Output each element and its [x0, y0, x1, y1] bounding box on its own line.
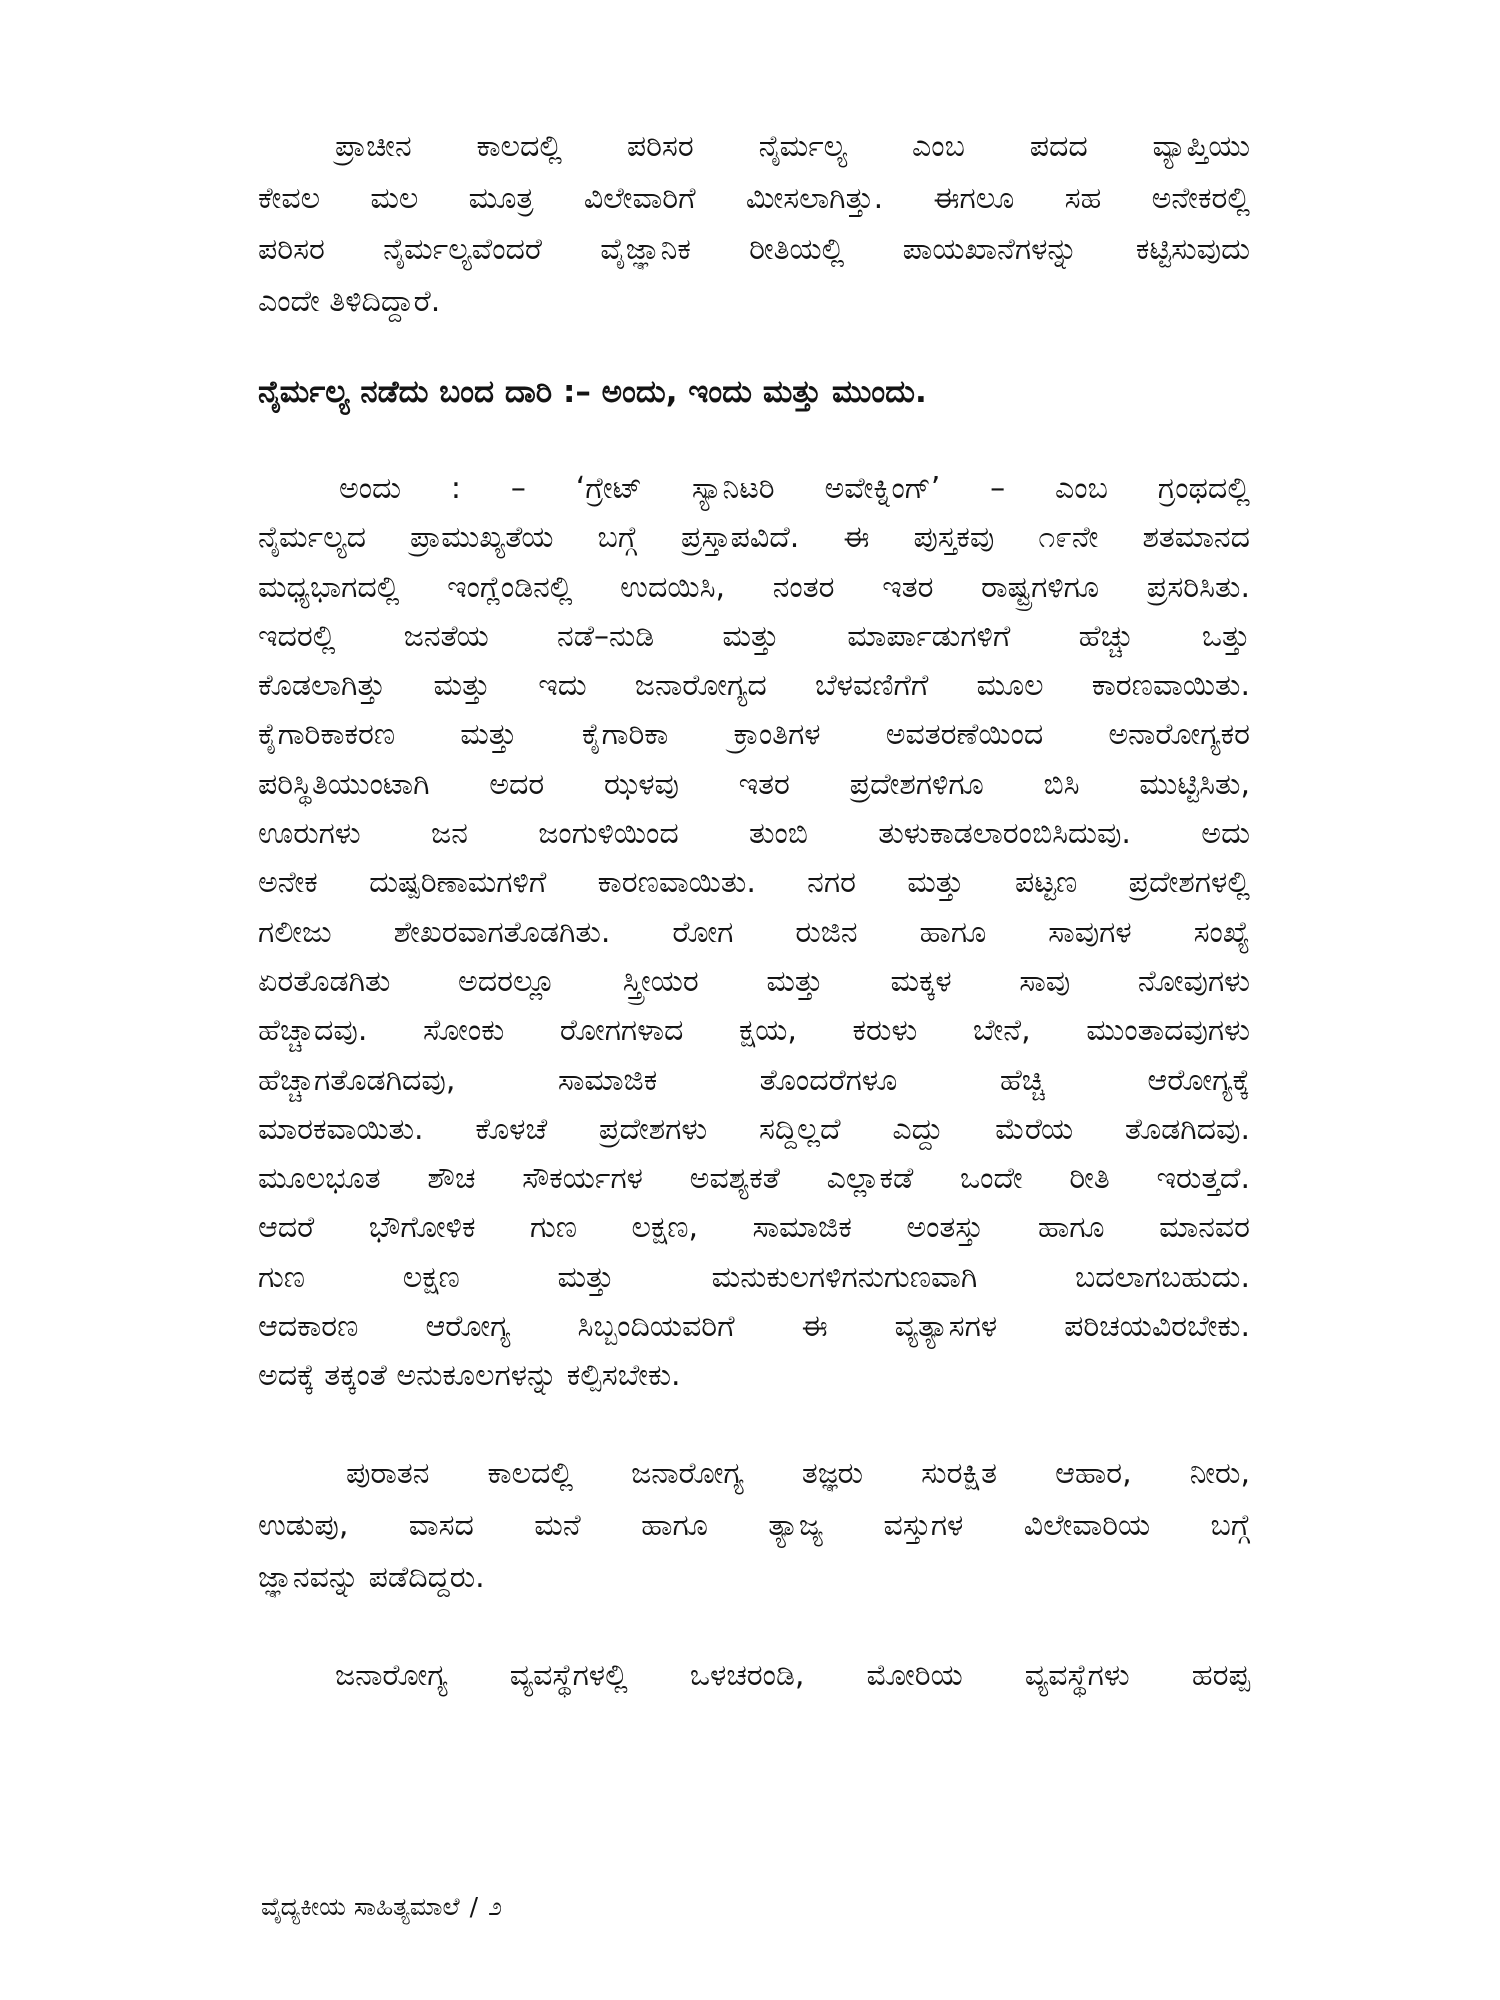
- section-heading-text: ನೈರ್ಮಲ್ಯ ನಡೆದು ಬಂದ ದಾರಿ :– ಅಂದು, ಇಂದು ಮತ್ತು ಮುಂದು.: [258, 374, 927, 410]
- text-line: ಜ್ಞಾನವನ್ನು ಪಡೆದಿದ್ದರು.: [258, 1560, 485, 1595]
- text-line: ಅನೇಕ ದುಷ್ಪರಿಣಾಮಗಳಿಗೆ ಕಾರಣವಾಯಿತು. ನಗರ ಮತ್ತು ಪಟ್ಟಣ ಪ್ರದೇಶಗಳಲ್ಲಿ: [258, 865, 1250, 901]
- text-line: ಇದರಲ್ಲಿ ಜನತೆಯ ನಡೆ–ನುಡಿ ಮತ್ತು ಮಾರ್ಪಾಡುಗಳಿಗೆ ಹೆಚ್ಚು ಒತ್ತು: [258, 618, 1250, 654]
- text-line: ಪುರಾತನ ಕಾಲದಲ್ಲಿ ಜನಾರೋಗ್ಯ ತಜ್ಞರು ಸುರಕ್ಷಿತ ಆಹಾರ, ನೀರು,: [346, 1456, 1250, 1491]
- text-line: ಅಂದು : – ‘ಗ್ರೇಟ್ ಸ್ಯಾನಿಟರಿ ಅವೇಕ್ನಿಂಗ್’ – ಎಂಬ ಗ್ರಂಥದಲ್ಲಿ: [339, 471, 1250, 506]
- text-line: ಗಲೀಜು ಶೇಖರವಾಗತೊಡಗಿತು. ರೋಗ ರುಜಿನ ಹಾಗೂ ಸಾವುಗಳ ಸಂಖ್ಯೆ: [258, 914, 1250, 950]
- history-paragraph: [258, 464, 1250, 1401]
- text-line: ಮಧ್ಯಭಾಗದಲ್ಲಿ ಇಂಗ್ಲೆಂಡಿನಲ್ಲಿ ಉದಯಿಸಿ, ನಂತರ ಇತರ ರಾಷ್ಟ್ರಗಳಿಗೂ ಪ್ರಸರಿಸಿತು.: [258, 569, 1250, 605]
- text-line: ಅದಕ್ಕೆ ತಕ್ಕಂತೆ ಅನುಕೂಲಗಳನ್ನು ಕಲ್ಪಿಸಬೇಕು.: [258, 1358, 681, 1394]
- text-line: ಪರಿಸ್ಥಿತಿಯುಂಟಾಗಿ ಅದರ ಝಳವು ಇತರ ಪ್ರದೇಶಗಳಿಗೂ ಬಿಸಿ ಮುಟ್ಟಿಸಿತು,: [258, 766, 1250, 802]
- text-line: ಮೂಲಭೂತ ಶೌಚ ಸೌಕರ್ಯಗಳ ಅವಶ್ಯಕತೆ ಎಲ್ಲಾಕಡೆ ಒಂದೇ ರೀತಿ ಇರುತ್ತದೆ.: [258, 1161, 1250, 1197]
- intro-paragraph: [258, 121, 1250, 327]
- text-line: ಹೆಚ್ಚಾದವು. ಸೋಂಕು ರೋಗಗಳಾದ ಕ್ಷಯ, ಕರುಳು ಬೇನೆ, ಮುಂತಾದವುಗಳು: [258, 1013, 1250, 1049]
- text-line: ಉಡುಪು, ವಾಸದ ಮನೆ ಹಾಗೂ ತ್ಯಾಜ್ಯ ವಸ್ತುಗಳ ವಿಲೇವಾರಿಯ ಬಗ್ಗೆ: [258, 1508, 1250, 1543]
- systems-paragraph: [258, 1650, 1250, 1702]
- text-line: ಎಂದೇ ತಿಳಿದಿದ್ದಾರೆ.: [258, 283, 441, 319]
- text-line: ಊರುಗಳು ಜನ ಜಂಗುಳಿಯಿಂದ ತುಂಬಿ ತುಳುಕಾಡಲಾರಂಬಿಸಿದುವು. ಅದು: [258, 816, 1250, 852]
- text-line: ಏರತೊಡಗಿತು ಅದರಲ್ಲೂ ಸ್ತ್ರೀಯರ ಮತ್ತು ಮಕ್ಕಳ ಸಾವು ನೋವುಗಳು: [258, 963, 1250, 999]
- text-line: ಕೇವಲ ಮಲ ಮೂತ್ರ ವಿಲೇವಾರಿಗೆ ಮೀಸಲಾಗಿತ್ತು. ಈಗಲೂ ಸಹ ಅನೇಕರಲ್ಲಿ: [258, 180, 1250, 216]
- section-heading: [258, 366, 1250, 418]
- text-line: ಮಾರಕವಾಯಿತು. ಕೊಳಚೆ ಪ್ರದೇಶಗಳು ಸದ್ದಿಲ್ಲದೆ ಎದ್ದು ಮೆರೆಯ ತೊಡಗಿದವು.: [258, 1111, 1250, 1147]
- text-line: ಹೆಚ್ಚಾಗತೊಡಗಿದವು, ಸಾಮಾಜಿಕ ತೊಂದರೆಗಳೂ ಹೆಚ್ಚಿ ಆರೋಗ್ಯಕ್ಕೆ: [258, 1062, 1250, 1098]
- text-line: ಜನಾರೋಗ್ಯ ವ್ಯವಸ್ಥೆಗಳಲ್ಲಿ ಒಳಚರಂಡಿ, ಮೋರಿಯ ವ್ಯವಸ್ಥೆಗಳು ಹರಪ್ಪ: [335, 1658, 1250, 1693]
- text-line: ಪರಿಸರ ನೈರ್ಮಲ್ಯವೆಂದರೆ ವೈಜ್ಞಾನಿಕ ರೀತಿಯಲ್ಲಿ ಪಾಯಖಾನೆಗಳನ್ನು ಕಟ್ಟಿಸುವುದು: [258, 232, 1250, 268]
- text-line: ಆದಕಾರಣ ಆರೋಗ್ಯ ಸಿಬ್ಬಂದಿಯವರಿಗೆ ಈ ವ್ಯತ್ಯಾಸಗಳ ಪರಿಚಯವಿರಬೇಕು.: [258, 1309, 1250, 1345]
- page-footer: [261, 1888, 502, 1926]
- ancient-paragraph: [258, 1448, 1250, 1604]
- text-line: ಕೈಗಾರಿಕಾಕರಣ ಮತ್ತು ಕೈಗಾರಿಕಾ ಕ್ರಾಂತಿಗಳ ಅವತರಣೆಯಿಂದ ಅನಾರೋಗ್ಯಕರ: [258, 717, 1250, 753]
- text-line: ಪ್ರಾಚೀನ ಕಾಲದಲ್ಲಿ ಪರಿಸರ ನೈರ್ಮಲ್ಯ ಎಂಬ ಪದದ ವ್ಯಾಪ್ತಿಯು: [335, 129, 1250, 164]
- text-line: ನೈರ್ಮಲ್ಯದ ಪ್ರಾಮುಖ್ಯತೆಯ ಬಗ್ಗೆ ಪ್ರಸ್ತಾಪವಿದೆ. ಈ ಪುಸ್ತಕವು ೧೯ನೇ ಶತಮಾನದ: [258, 520, 1250, 556]
- text-line: ಕೊಡಲಾಗಿತ್ತು ಮತ್ತು ಇದು ಜನಾರೋಗ್ಯದ ಬೆಳವಣಿಗೆಗೆ ಮೂಲ ಕಾರಣವಾಯಿತು.: [258, 668, 1250, 704]
- text-line: ಗುಣ ಲಕ್ಷಣ ಮತ್ತು ಮನುಕುಲಗಳಿಗನುಗುಣವಾಗಿ ಬದಲಾಗಬಹುದು.: [258, 1259, 1250, 1295]
- footer-separator: /: [469, 1892, 479, 1921]
- page-number: ೨: [488, 1892, 503, 1921]
- footer-title: ವೈದ್ಯಕೀಯ ಸಾಹಿತ್ಯಮಾಲೆ: [261, 1892, 460, 1921]
- text-line: ಆದರೆ ಭೌಗೋಳಿಕ ಗುಣ ಲಕ್ಷಣ, ಸಾಮಾಜಿಕ ಅಂತಸ್ತು ಹಾಗೂ ಮಾನವರ: [258, 1210, 1250, 1246]
